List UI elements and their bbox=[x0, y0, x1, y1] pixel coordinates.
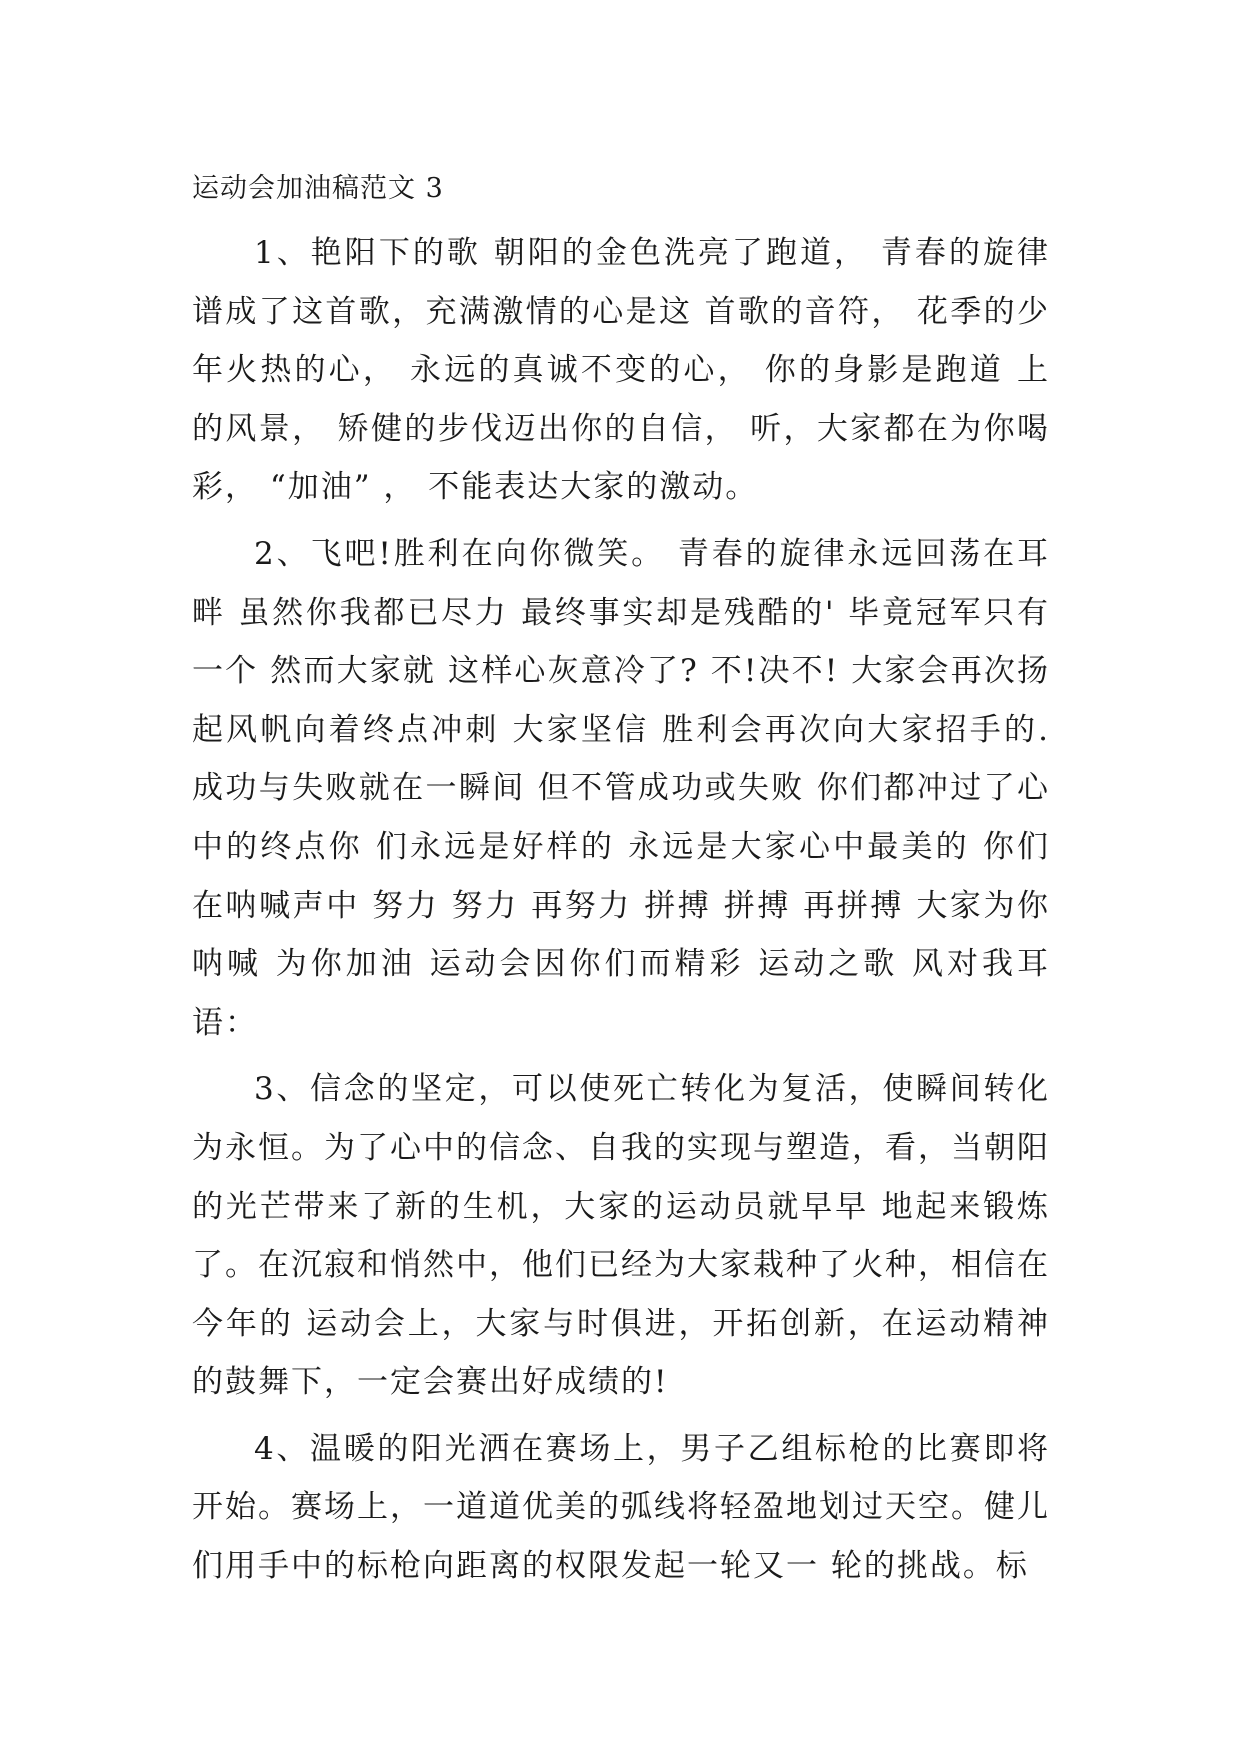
paragraph-1: 1、艳阳下的歌 朝阳的金色洗亮了跑道， 青春的旋律谱成了这首歌，充满激情的心是这 首歌的音符， 花季的少年火热的心， 永远的真诚不变的心， 你的身影是跑道 上的风景， 矫健的步伐迈出你的自信， 听，大家都在为你喝彩， “加油” ， 不能表达大家的激动。 bbox=[192, 235, 1050, 506]
paragraph-4: 4、温暖的阳光洒在赛场上，男子乙组标枪的比赛即将开始。赛场上，一道道优美的弧线将轻盈地划过天空。健儿们用手中的标枪向距离的权限发起一轮又一 轮的挑战。标 bbox=[192, 1430, 1050, 1585]
paragraph-3: 3、信念的坚定，可以使死亡转化为复活，使瞬间转化为永恒。为了心中的信念、自我的实现与塑造，看，当朝阳的光芒带来了新的生机，大家的运动员就早早 地起来锻炼了。在沉寂和悄然中，他们已经为大家栽种了火种，相信在今年的 运动会上，大家与时俱进，开拓创新，在运动精神的鼓舞下，一定会赛出好成绩的! bbox=[192, 1071, 1050, 1401]
document-title: 运动会加油稿范文 3 bbox=[192, 173, 444, 204]
document-page bbox=[192, 160, 1050, 1604]
paragraph-2: 2、飞吧!胜利在向你微笑。 青春的旋律永远回荡在耳畔 虽然你我都已尽力 最终事实却是残酷的' 毕竟冠军只有一个 然而大家就 这样心灰意冷了? 不!决不! 大家会再次扬起风帆向着终点冲刺 大家坚信 胜利会再次向大家招手的. 成功与失败就在一瞬间 但不管成功或失败 你们都冲过了心中的终点你 们永远是好样的 永远是大家心中最美的 你们在呐喊声中 努力 努力 再努力 拼搏 拼搏 再拼搏 大家为你呐喊 为你加油 运动会因你们而精彩 运动之歌 风对我耳语： bbox=[192, 535, 1050, 1041]
